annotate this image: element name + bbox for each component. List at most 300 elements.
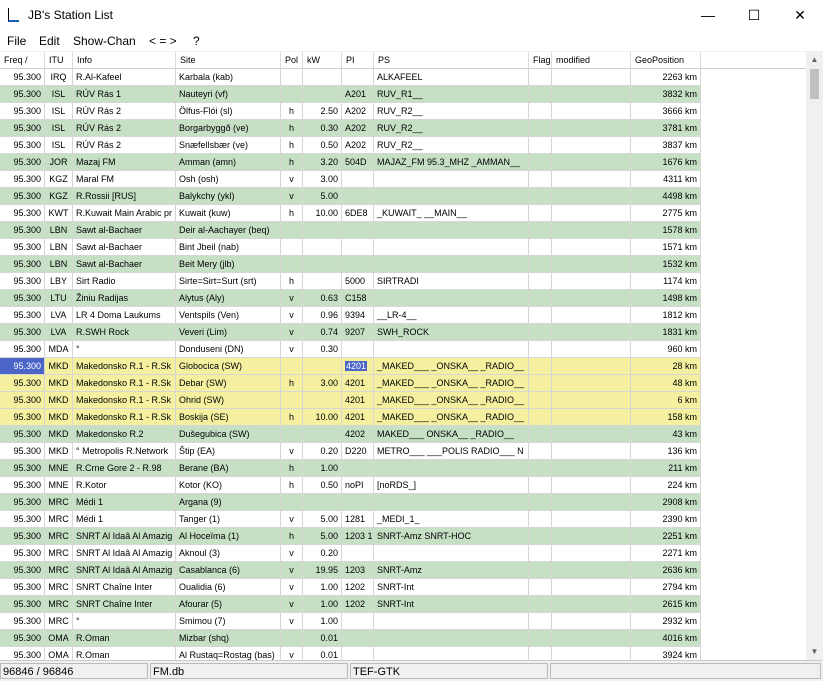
- cell-info: Makedonsko R.1 - R.Sk: [73, 409, 176, 426]
- cell-geoposition: 3924 km: [631, 647, 701, 660]
- cell-info: ° Metropolis R.Network: [73, 443, 176, 460]
- cell-info: Médi 1: [73, 494, 176, 511]
- cell-pol: v: [281, 579, 303, 596]
- cell-kw: 1.00: [303, 596, 342, 613]
- cell-modified: [552, 494, 631, 511]
- cell-itu: LBN: [45, 256, 73, 273]
- cell-pi: A202: [342, 120, 374, 137]
- cell-ps: [374, 647, 529, 660]
- cell-geoposition: 3832 km: [631, 86, 701, 103]
- cell-flag: [529, 647, 552, 660]
- column-header-geoposition[interactable]: GeoPosition: [631, 52, 701, 68]
- cell-site: Globocica (SW): [176, 358, 281, 375]
- cell-pol: v: [281, 511, 303, 528]
- cell-modified: [552, 222, 631, 239]
- cell-pi: [342, 341, 374, 358]
- menu-show-chan[interactable]: Show-Chan: [73, 34, 136, 48]
- cell-info: Sawt al-Bachaer: [73, 222, 176, 239]
- cell-freq: 95.300: [0, 256, 45, 273]
- table-row[interactable]: [0, 460, 701, 477]
- cell-site: Kuwait (kuw): [176, 205, 281, 222]
- cell-flag: [529, 460, 552, 477]
- cell-site: Osh (osh): [176, 171, 281, 188]
- menu-help[interactable]: ?: [193, 34, 200, 48]
- table-row[interactable]: [0, 426, 701, 443]
- cell-geoposition: 136 km: [631, 443, 701, 460]
- cell-site: Casablanca (6): [176, 562, 281, 579]
- cell-freq: 95.300: [0, 545, 45, 562]
- minimize-button[interactable]: —: [701, 7, 715, 23]
- cell-ps: SNRT-Amz SNRT-HOC: [374, 528, 529, 545]
- cell-itu: MRC: [45, 528, 73, 545]
- cell-freq: 95.300: [0, 86, 45, 103]
- cell-pol: [281, 69, 303, 86]
- cell-kw: [303, 426, 342, 443]
- cell-info: R.Oman: [73, 647, 176, 660]
- cell-kw: [303, 273, 342, 290]
- cell-modified: [552, 154, 631, 171]
- cell-pol: v: [281, 647, 303, 660]
- cell-modified: [552, 630, 631, 647]
- cell-flag: [529, 409, 552, 426]
- table-row[interactable]: [0, 579, 701, 596]
- cell-itu: MKD: [45, 426, 73, 443]
- cell-flag: [529, 171, 552, 188]
- cell-ps: [374, 188, 529, 205]
- cell-info: Makedonsko R.1 - R.Sk: [73, 392, 176, 409]
- cell-freq: 95.300: [0, 528, 45, 545]
- cell-ps: RUV_R2__: [374, 137, 529, 154]
- cell-pi: [342, 630, 374, 647]
- table-row[interactable]: [0, 409, 701, 426]
- cell-freq: 95.300: [0, 239, 45, 256]
- cell-ps: SWH_ROCK: [374, 324, 529, 341]
- column-header-ps[interactable]: PS: [374, 52, 529, 68]
- cell-itu: LTU: [45, 290, 73, 307]
- cell-flag: [529, 290, 552, 307]
- cell-geoposition: 1831 km: [631, 324, 701, 341]
- menu-edit[interactable]: Edit: [39, 34, 60, 48]
- cell-pi: 4201: [342, 392, 374, 409]
- cell-pi: 6DE8: [342, 205, 374, 222]
- cell-site: Al Rustaq=Rostag (bas): [176, 647, 281, 660]
- table-row[interactable]: [0, 511, 701, 528]
- cell-itu: ISL: [45, 103, 73, 120]
- cell-ps: METRO___ ___POLIS RADIO___ N: [374, 443, 529, 460]
- cell-pi: [342, 647, 374, 660]
- cell-itu: MKD: [45, 392, 73, 409]
- cell-pol: v: [281, 324, 303, 341]
- cell-geoposition: 43 km: [631, 426, 701, 443]
- cell-flag: [529, 562, 552, 579]
- cell-geoposition: 4016 km: [631, 630, 701, 647]
- cell-pi: C158: [342, 290, 374, 307]
- cell-pol: [281, 86, 303, 103]
- cell-freq: 95.300: [0, 596, 45, 613]
- cell-geoposition: 2615 km: [631, 596, 701, 613]
- table-row[interactable]: [0, 273, 701, 290]
- status-record-count: 96846 / 96846: [0, 663, 148, 679]
- cell-geoposition: 3666 km: [631, 103, 701, 120]
- cell-kw: 19.95: [303, 562, 342, 579]
- cell-site: Berane (BA): [176, 460, 281, 477]
- table-row[interactable]: [0, 562, 701, 579]
- cell-kw: 3.00: [303, 375, 342, 392]
- cell-flag: [529, 426, 552, 443]
- cell-pi: [342, 222, 374, 239]
- status-bar: [0, 660, 823, 681]
- cell-itu: LBN: [45, 239, 73, 256]
- cell-kw: [303, 69, 342, 86]
- app-icon: [8, 8, 19, 22]
- cell-itu: LBN: [45, 222, 73, 239]
- cell-itu: LVA: [45, 307, 73, 324]
- table-row[interactable]: [0, 494, 701, 511]
- cell-ps: _MAKED___ _ONSKA__ _RADIO__: [374, 409, 529, 426]
- cell-pol: v: [281, 290, 303, 307]
- table-row[interactable]: [0, 358, 701, 375]
- cell-flag: [529, 103, 552, 120]
- cell-site: Boskija (SE): [176, 409, 281, 426]
- scroll-up-icon[interactable]: ▲: [810, 55, 819, 64]
- cell-modified: [552, 409, 631, 426]
- table-row[interactable]: [0, 137, 701, 154]
- cell-flag: [529, 188, 552, 205]
- cell-pi: 4202: [342, 426, 374, 443]
- cell-ps: [374, 171, 529, 188]
- cell-info: R.Kuwait Main Arabic pr: [73, 205, 176, 222]
- cell-kw: 5.00: [303, 511, 342, 528]
- menu-file[interactable]: File: [7, 34, 27, 48]
- cell-info: °: [73, 613, 176, 630]
- cell-flag: [529, 392, 552, 409]
- cell-geoposition: 3837 km: [631, 137, 701, 154]
- cell-pol: h: [281, 273, 303, 290]
- column-header-itu[interactable]: ITU: [45, 52, 73, 68]
- scroll-thumb[interactable]: [810, 69, 819, 99]
- cell-freq: 95.300: [0, 579, 45, 596]
- cell-pol: h: [281, 120, 303, 137]
- column-header-pi[interactable]: PI: [342, 52, 374, 68]
- cell-geoposition: 1498 km: [631, 290, 701, 307]
- selected-pi-text: 4201: [346, 361, 367, 371]
- cell-pol: [281, 630, 303, 647]
- table-row[interactable]: [0, 477, 701, 494]
- cell-pi: 504D: [342, 154, 374, 171]
- cell-site: Štip (EA): [176, 443, 281, 460]
- cell-site: Alytus (Aly): [176, 290, 281, 307]
- cell-pol: h: [281, 103, 303, 120]
- cell-pi: [342, 256, 374, 273]
- cell-info: R.Oman: [73, 630, 176, 647]
- column-header-pol[interactable]: Pol: [281, 52, 303, 68]
- cell-pi: [342, 613, 374, 630]
- table-row[interactable]: [0, 375, 701, 392]
- cell-kw: [303, 86, 342, 103]
- cell-ps: [374, 341, 529, 358]
- cell-itu: MKD: [45, 375, 73, 392]
- cell-geoposition: 2775 km: [631, 205, 701, 222]
- cell-modified: [552, 239, 631, 256]
- cell-modified: [552, 596, 631, 613]
- table-row[interactable]: [0, 103, 701, 120]
- cell-itu: MRC: [45, 545, 73, 562]
- cell-pi: A202: [342, 103, 374, 120]
- table-row[interactable]: [0, 69, 701, 86]
- cell-info: SNRT Chaîne Inter: [73, 579, 176, 596]
- cell-pol: v: [281, 307, 303, 324]
- cell-freq: 95.300: [0, 341, 45, 358]
- table-row[interactable]: [0, 596, 701, 613]
- cell-pi: 9394: [342, 307, 374, 324]
- table-row[interactable]: [0, 239, 701, 256]
- cell-kw: 2.50: [303, 103, 342, 120]
- cell-kw: 0.30: [303, 120, 342, 137]
- cell-site: Aknoul (3): [176, 545, 281, 562]
- cell-itu: LVA: [45, 324, 73, 341]
- cell-geoposition: 224 km: [631, 477, 701, 494]
- cell-modified: [552, 341, 631, 358]
- cell-info: RÚV Rás 1: [73, 86, 176, 103]
- cell-site: Debar (SW): [176, 375, 281, 392]
- cell-modified: [552, 120, 631, 137]
- cell-pi: [342, 171, 374, 188]
- cell-pol: v: [281, 613, 303, 630]
- cell-info: Sawt al-Bachaer: [73, 239, 176, 256]
- cell-modified: [552, 273, 631, 290]
- cell-info: Maral FM: [73, 171, 176, 188]
- table-row[interactable]: [0, 205, 701, 222]
- cell-info: SNRT Al Idaâ Al Amazig: [73, 545, 176, 562]
- cell-modified: [552, 426, 631, 443]
- cell-flag: [529, 579, 552, 596]
- cell-flag: [529, 528, 552, 545]
- maximize-button[interactable]: ☐: [747, 7, 761, 23]
- table-row[interactable]: [0, 613, 701, 630]
- cell-site: Bint Jbeil (nab): [176, 239, 281, 256]
- menu-bar: [0, 30, 823, 51]
- cell-ps: RUV_R2__: [374, 103, 529, 120]
- cell-ps: [374, 494, 529, 511]
- cell-modified: [552, 307, 631, 324]
- cell-kw: 1.00: [303, 613, 342, 630]
- cell-flag: [529, 273, 552, 290]
- cell-itu: MKD: [45, 409, 73, 426]
- cell-pi: [342, 494, 374, 511]
- table-row[interactable]: [0, 647, 701, 660]
- cell-flag: [529, 324, 552, 341]
- cell-pi: A201: [342, 86, 374, 103]
- close-button[interactable]: ✕: [794, 7, 806, 23]
- cell-itu: MNE: [45, 460, 73, 477]
- column-header-flag[interactable]: Flag: [529, 52, 552, 68]
- cell-flag: [529, 443, 552, 460]
- table-row[interactable]: [0, 528, 701, 545]
- cell-pi: 9207: [342, 324, 374, 341]
- cell-pol: [281, 392, 303, 409]
- cell-modified: [552, 545, 631, 562]
- menu-navigate[interactable]: < = >: [149, 34, 177, 48]
- cell-itu: ISL: [45, 120, 73, 137]
- table-row[interactable]: [0, 154, 701, 171]
- cell-flag: [529, 307, 552, 324]
- cell-modified: [552, 579, 631, 596]
- cell-itu: MRC: [45, 596, 73, 613]
- cell-kw: 0.74: [303, 324, 342, 341]
- cell-flag: [529, 545, 552, 562]
- column-header-site[interactable]: Site: [176, 52, 281, 68]
- column-header-modified[interactable]: modified: [552, 52, 631, 68]
- cell-pol: [281, 494, 303, 511]
- cell-itu: JOR: [45, 154, 73, 171]
- cell-ps: SIRTRADI: [374, 273, 529, 290]
- cell-freq: 95.300: [0, 426, 45, 443]
- table-row[interactable]: [0, 86, 701, 103]
- cell-info: Mazaj FM: [73, 154, 176, 171]
- cell-pol: h: [281, 375, 303, 392]
- cell-geoposition: 2794 km: [631, 579, 701, 596]
- cell-ps: _MAKED___ _ONSKA__ _RADIO__: [374, 375, 529, 392]
- cell-info: °: [73, 341, 176, 358]
- cell-flag: [529, 154, 552, 171]
- cell-itu: ISL: [45, 86, 73, 103]
- cell-info: R.Al-Kafeel: [73, 69, 176, 86]
- cell-freq: 95.300: [0, 120, 45, 137]
- cell-geoposition: 1676 km: [631, 154, 701, 171]
- table-row[interactable]: [0, 290, 701, 307]
- table-row[interactable]: [0, 188, 701, 205]
- cell-freq: 95.300: [0, 358, 45, 375]
- cell-flag: [529, 596, 552, 613]
- cell-kw: [303, 222, 342, 239]
- cell-itu: MKD: [45, 358, 73, 375]
- cell-info: R.Kotor: [73, 477, 176, 494]
- table-row[interactable]: [0, 307, 701, 324]
- cell-site: Ohrid (SW): [176, 392, 281, 409]
- cell-pi: D220: [342, 443, 374, 460]
- cell-info: Makedonsko R.1 - R.Sk: [73, 358, 176, 375]
- table-row[interactable]: [0, 443, 701, 460]
- table-row[interactable]: [0, 120, 701, 137]
- cell-geoposition: 4311 km: [631, 171, 701, 188]
- cell-itu: MRC: [45, 494, 73, 511]
- cell-pi: noPI: [342, 477, 374, 494]
- cell-itu: ISL: [45, 137, 73, 154]
- cell-modified: [552, 613, 631, 630]
- cell-itu: OMA: [45, 647, 73, 660]
- cell-ps: [374, 290, 529, 307]
- cell-ps: _MAKED___ _ONSKA__ _RADIO__: [374, 392, 529, 409]
- cell-geoposition: 28 km: [631, 358, 701, 375]
- cell-flag: [529, 630, 552, 647]
- cell-ps: [374, 460, 529, 477]
- cell-site: Al Hoceïma (1): [176, 528, 281, 545]
- cell-site: Kotor (KO): [176, 477, 281, 494]
- station-grid[interactable]: [0, 52, 806, 660]
- cell-geoposition: 1571 km: [631, 239, 701, 256]
- cell-pol: [281, 358, 303, 375]
- cell-kw: 0.20: [303, 443, 342, 460]
- cell-pi: 4201: [342, 375, 374, 392]
- cell-kw: 10.00: [303, 205, 342, 222]
- cell-geoposition: 1532 km: [631, 256, 701, 273]
- cell-site: Amman (amn): [176, 154, 281, 171]
- cell-itu: OMA: [45, 630, 73, 647]
- cell-info: RÚV Rás 2: [73, 120, 176, 137]
- cell-pi: [342, 460, 374, 477]
- table-row[interactable]: [0, 171, 701, 188]
- column-header-kw[interactable]: kW: [303, 52, 342, 68]
- cell-flag: [529, 137, 552, 154]
- table-row[interactable]: [0, 545, 701, 562]
- cell-geoposition: 1578 km: [631, 222, 701, 239]
- cell-geoposition: 2271 km: [631, 545, 701, 562]
- cell-geoposition: 2251 km: [631, 528, 701, 545]
- cell-itu: MRC: [45, 562, 73, 579]
- cell-pol: h: [281, 528, 303, 545]
- cell-ps: MAJAZ_FM 95.3_MHZ _AMMAN__: [374, 154, 529, 171]
- cell-site: Ventspils (Ven): [176, 307, 281, 324]
- cell-pol: v: [281, 562, 303, 579]
- cell-geoposition: 6 km: [631, 392, 701, 409]
- cell-kw: 0.01: [303, 630, 342, 647]
- status-extra: [550, 663, 821, 679]
- cell-site: Veveri (Lim): [176, 324, 281, 341]
- table-row[interactable]: [0, 324, 701, 341]
- cell-geoposition: 2908 km: [631, 494, 701, 511]
- cell-geoposition: 4498 km: [631, 188, 701, 205]
- cell-freq: 95.300: [0, 273, 45, 290]
- cell-freq: 95.300: [0, 460, 45, 477]
- vertical-scrollbar[interactable]: [806, 52, 823, 660]
- cell-site: Ölfus-Flói (sl): [176, 103, 281, 120]
- table-row[interactable]: [0, 256, 701, 273]
- cell-freq: 95.300: [0, 171, 45, 188]
- cell-geoposition: 2263 km: [631, 69, 701, 86]
- scroll-down-icon[interactable]: ▼: [810, 647, 819, 656]
- cell-kw: 10.00: [303, 409, 342, 426]
- cell-kw: [303, 239, 342, 256]
- cell-geoposition: 48 km: [631, 375, 701, 392]
- cell-flag: [529, 375, 552, 392]
- cell-site: Oualidia (6): [176, 579, 281, 596]
- table-row[interactable]: [0, 630, 701, 647]
- cell-freq: 95.300: [0, 511, 45, 528]
- cell-flag: [529, 86, 552, 103]
- table-row[interactable]: [0, 341, 701, 358]
- cell-ps: SNRT-Int: [374, 579, 529, 596]
- table-row[interactable]: [0, 392, 701, 409]
- cell-geoposition: 2932 km: [631, 613, 701, 630]
- cell-site: Snæfellsbær (ve): [176, 137, 281, 154]
- cell-pi: 1281: [342, 511, 374, 528]
- cell-ps: SNRT-Int: [374, 596, 529, 613]
- cell-itu: MKD: [45, 443, 73, 460]
- window-title: JB's Station List: [28, 8, 113, 22]
- cell-pol: v: [281, 596, 303, 613]
- column-header-freq[interactable]: Freq /: [0, 52, 45, 68]
- cell-flag: [529, 341, 552, 358]
- table-row[interactable]: [0, 222, 701, 239]
- cell-freq: 95.300: [0, 477, 45, 494]
- cell-ps: _KUWAIT_ __MAIN__: [374, 205, 529, 222]
- column-header-info[interactable]: Info: [73, 52, 176, 68]
- cell-kw: 3.00: [303, 171, 342, 188]
- cell-geoposition: 2636 km: [631, 562, 701, 579]
- cell-pi: [342, 545, 374, 562]
- cell-ps: [374, 256, 529, 273]
- cell-flag: [529, 494, 552, 511]
